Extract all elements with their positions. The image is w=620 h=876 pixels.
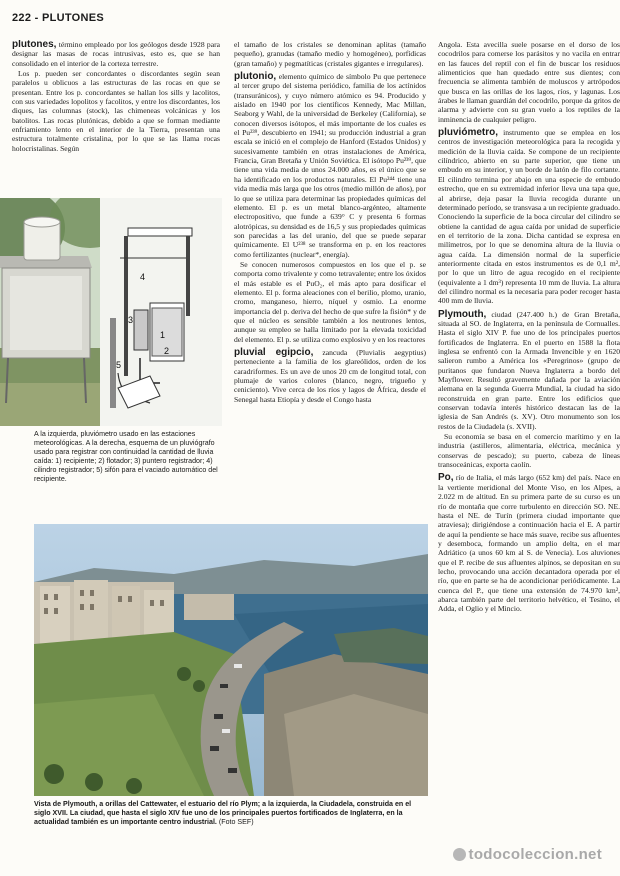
section-title: PLUTONES	[41, 12, 105, 24]
photo-caption	[34, 800, 428, 827]
headword: pluviómetro,	[438, 127, 499, 139]
entry-plutonio	[234, 72, 426, 259]
paragraph: Se conocen numerosos compuestos en los que el p. se comporta como trivalente y como tetravalente; entre los óxidos el más estable es el PuO₂, el más apto para dosificar el elemento. El p. forma aleaciones con el berilio, plomo, uranio, cromo, manganeso, hierro, níquel y osmio. La enorme importancia del p. deriva del hecho de que sufre la fisión* y de que el núcleo es sensible también a los neutrones lentos, aunque su empleo se halla limitado por la elevada toxicidad del elemento. El p. se utiliza como explosivo y en los reactores	[234, 259, 426, 344]
watermark-text: todocoleccion.net	[468, 846, 602, 863]
paragraph: Su economía se basa en el comercio marítimo y en la industria (astilleros, alimentaria, eléctrica, mecánica y conservas de pescado); su puerto, cabeza de líneas transoceánicas, exporta caolín.	[438, 432, 620, 470]
page-number: 222	[12, 12, 32, 24]
paragraph: Los p. pueden ser concordantes o discordantes según sean paralelos u oblicuos a las estructuras de las rocas en que se presentan. Entre los p. concordantes se hallan los sills y lacolitos, con sus variedades lopolitos y facolitos, y entre los discordantes, los diques, las columnas (stock), las chimeneas volcánicas y los batolitos. Las rocas plutónicas, debido a que se forman mediante enfriamiento lento en el interior de la Tierra, presentan una estructura totalmente cristalina, por lo que se las llama rocas holocristalinas. Según	[12, 69, 220, 153]
fig-label-2: 2	[164, 346, 170, 356]
fig-label-3: 3	[128, 315, 134, 325]
entry-body: río de Italia, el más largo (652 km) del país. Nace en la vertiente meridional del Monte Viso, en los Alpes, a 2.022 m de altitud. En su primera parte de su curso es un río de montaña que corre turbulento en dirección SO. NE. hasta el NE. de Turín (primera ciudad importante que atraviesa); dirigiéndose a continuación hacia el E. A partir de aquí la pendiente se hace más suave, recibe sus afluentes y desemboca, formando un amplio delta, en el mar Adriático (a unos 60 km al S. de Venecia). Los aluviones que el P. recibe de sus afluentes alpinos, se depositan en su lecho, provocando una acción decantadora operada por el río, que en parte se ha de acondicionar periódicamente. La cuenca del P., que tiene una extensión de 74.970 km², abarca también parte del territorio helvético, el Tesino, el Adda, el Oglio y el Mincio.	[438, 473, 620, 614]
headword: Plymouth,	[438, 308, 487, 320]
rain-gauge-figure	[0, 198, 222, 426]
column-3	[438, 40, 620, 840]
headword: Po,	[438, 472, 454, 484]
paragraph: el tamaño de los cristales se denominan aplitas (tamaño pequeño), granudas (tamaño medio y homogéneo), porfídicas (gran tamaño) y pegmatíticas (cristales gigantes e irregulares).	[234, 40, 426, 68]
entry-plymouth	[438, 310, 620, 431]
entry-pluvial-egipcio	[234, 348, 426, 404]
photo-credit: (Foto SEF)	[218, 818, 254, 827]
rain-gauge-illustration	[0, 198, 222, 426]
paragraph: Angola. Esta avecilla suele posarse en el dorso de los cocodrilos para comerse los parásitos y no vacila en entrar en las fauces del reptil con el fin de buscar los residuos alimenticios que han quedado entre sus dientes; con frecuencia se alimenta también de moluscos y artrópodos que busca en las orillas de los lagos, ríos, y lagunas. Los árabes le llaman guardián del cocodrilo, porque da gritos de alarma y advierte con su gran vuelo a los reptiles de la inminencia de cualquier peligro.	[438, 40, 620, 124]
column-1	[12, 40, 220, 190]
watermark	[453, 846, 602, 863]
plymouth-photo	[34, 524, 428, 796]
watermark-logo-icon	[453, 848, 466, 861]
headword: plutonio,	[234, 71, 277, 83]
headword: plutones,	[12, 40, 57, 50]
entry-pluviometro	[438, 128, 620, 306]
fig-label-1: 1	[160, 330, 166, 340]
entry-body: término empleado por los geólogos desde 1928 para designar las masas de rocas intrusivas, esto es, que se han consolidado en el interior de la corteza terrestre.	[12, 40, 220, 68]
entry-body: zancuda (Pluvialis aegyptius) perteneciente a la familia de los glareólidos, orden de los caradriformes. Es un ave de unos 20 cm de longitud total, con plumaje de varios colores (blanco, negro, trigueño y ceniciento). Vive cerca de los ríos y lagos de África, desde el Senegal hasta Etiopía y desde el Congo hasta	[234, 348, 426, 404]
fig-label-4: 4	[140, 272, 146, 282]
plymouth-scene	[34, 524, 428, 796]
page-header	[12, 8, 432, 28]
entry-po	[438, 473, 620, 613]
column-2	[234, 40, 426, 518]
photo-caption-text: Vista de Plymouth, a orillas del Cattewater, el estuario del río Plym; a la izquierda, la Ciudadela, construida en el siglo XVII. La ciudad, que hasta el siglo XIV fue uno de los principales puertos fortificados de Inglaterra, en la actualidad también es un importante centro industrial.	[34, 800, 412, 827]
entry-body: elemento químico de símbolo Pu que pertenece al tercer grupo del sistema periódico, familia de los actínidos (transuránicos), y cuyo número atómico es 94. Producido y aislado en 1940 por los científicos Kennedy, Mac Millan, Seaborg y Wahl, de la universidad de Berkeley (California), se conocen diversos isótopos, el más importante de los cuales es el Pu²³⁹, descubierto en 1941; su producción industrial a gran escala se inició en el complejo de Hanford (Estados Unidos) y sucesivamente también en otras instalaciones de América, Francia, Gran Bretaña y Unión Soviética. El isótopo Pu²³⁹, que tiene una vida media de unos 24.000 años, es el único que se ha identificado en los productos naturales. El Pu²⁴⁴ tiene una vida media más larga que los otros (medio millón de años), por lo que se utiliza para determinar las propiedades químicas del elemento. El p. es un metal blanco-argénteo, altamente electropositivo, que funde a 639° C y presenta 6 formas alotrópicas, su densidad es de 16,5 y sus propiedades químicas son parecidas a las del uranio, del que se puede separar químicamente. El U²³⁸ se transforma en p. en los reactores como fertilizantes (nuclear*, energía).	[234, 72, 426, 259]
entry-body: ciudad (247.400 h.) de Gran Bretaña, situada al SO. de Inglaterra, en la península de Cornualles. Hasta el siglo XIV P. fue uno de los principales puertos fortificados de Inglaterra. En el puerto en 1588 la flota inglesa se enfrentó con la Armada Invencible y en 1620 salieron rumbo a América los «Peregrinos» (grupo de puritanos que fundaron Nueva Inglaterra a bordo del Mayflower. Resultó gravemente dañada por la aviación alemana en la segunda Guerra Mundial, la ciudad ha sido reconstruida en gran parte. Entre los edificios que conservan todavía interés histórico destacan las de la iglesia de San Andrés (s. XV). Otro monumento son los restos de la Ciudadela (s. XVII).	[438, 309, 620, 431]
headword: pluvial egipcio,	[234, 347, 314, 358]
entry-plutones	[12, 40, 220, 68]
entry-body: instrumento que se emplea en los centros de investigación meteorológica para la recogida y medición de la lluvia caída. Se compone de un recipiente cilíndrico, abierto en su parte superior, que tiene un embudo en su interior, y un borde de latón de filo cortante. El cilindro termina por abajo en una especie de embudo estrecho, que en su extremidad inferior lleva una tapa que, al abrirse, deja pasar la lluvia recogida durante un determinado período, se transvasa a un recipiente graduado. Conociendo la superficie de la boca circular del cilindro se obtiene la cantidad de agua caída por unidad de superficie en el territorio de la zona. Dicha cantidad se expresa en milímetros, por lo que se denomina altura de la lluvia o agua caída. La dimensión normal de la superficie anteriormente citada en estos instrumentos es de 0,1 m², por lo que un litro de agua recogido en el recipiente (equivalente a 1 dm³) representa 10 mm de lluvia. La altura del cilindro normal es la necesaria para poder recoger hasta 400 mm de lluvia.	[438, 128, 620, 306]
figure-caption: A la izquierda, pluviómetro usado en las estaciones meteorológicas. A la derecha, esquema de un pluviógrafo usado para registrar con continuidad la cantidad de lluvia caída: 1) recipiente; 2) flotador; 3) puntero registrador; 4) cilindro registrador; 5) sifón para el vaciado automático del recipiente.	[34, 430, 218, 484]
header-separator: -	[34, 12, 42, 24]
fig-label-5: 5	[116, 360, 122, 370]
